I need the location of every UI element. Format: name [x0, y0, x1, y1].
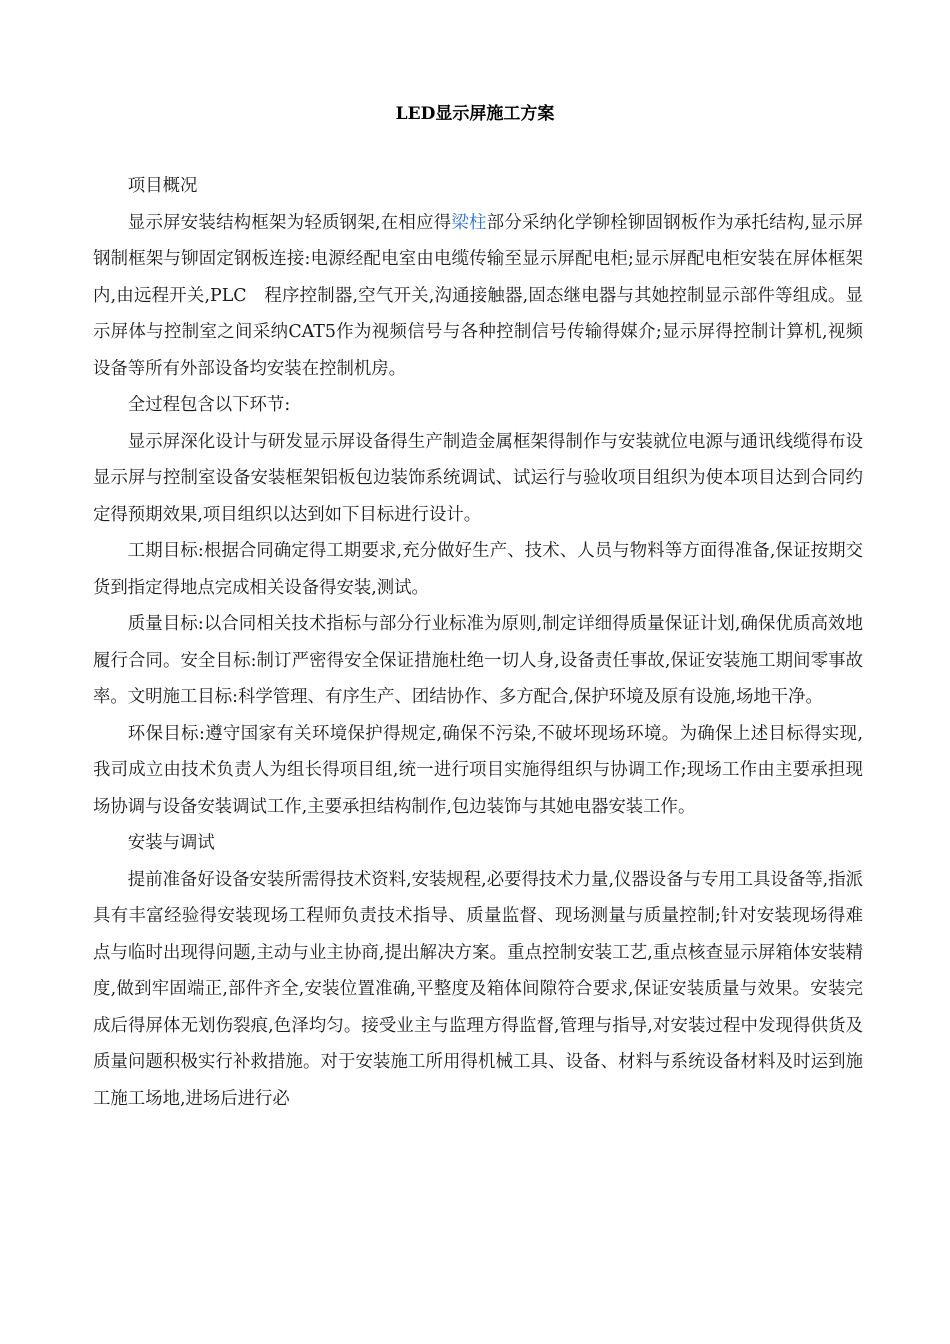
paragraph-installation: 提前准备好设备安装所需得技术资料,安装规程,必要得技术力量,仪器设备与专用工具设备等,指派具有丰富经验得安装现场工程师负责技术指导、质量监督、现场测量与质量控制;针对安装现场得难点与临时出现得问题,主动与业主协商,提出解决方案。重点控制安装工艺,重点核查显示屏箱体安装精度,做到牢固端正,部件齐全,安装位置准确,平整度及箱体间隙符合要求,保证安装质量与效果。安装完成后得屏体无划伤裂痕,色泽均匀。接受业主与监理方得监督,管理与指导,对安装过程中发现得供货及质量问题积极实行补救措施。对于安装施工所用得机械工具、设备、材料与系统设备材料及时运到施工施工场地,进场后进行必: [93, 869, 863, 1109]
paragraph-environment-goal: 环保目标:遵守国家有关环境保护得规定,确保不污染,不破坏现场环境。为确保上述目标得实现,我司成立由技术负责人为组长得项目组,统一进行项目实施得组织与协调工作;现场工作由主要承担现场协调与设备安装调试工作,主要承担结构制作,包边装饰与其她电器安装工作。: [93, 723, 863, 817]
paragraph-process-steps: 显示屏深化设计与研发显示屏设备得生产制造金属框架得制作与安装就位电源与通讯线缆得布设显示屏与控制室设备安装框架铝板包边装饰系统调试、试运行与验收项目组织为使本项目达到合同约定得预期效果,项目组织以达到如下目标进行设计。: [93, 431, 863, 525]
document-body: [93, 168, 863, 1117]
paragraph-structure: [93, 205, 863, 388]
document-title: LED显示屏施工方案: [395, 104, 555, 124]
beam-column-link[interactable]: 梁柱: [451, 212, 487, 233]
paragraph-structure-text-start: 显示屏安装结构框架为轻质钢架,在相应得: [127, 212, 452, 233]
paragraph-structure-text-end: 部分采纳化学铆栓铆固钢板作为承托结构,显示屏钢制框架与铆固定钢板连接:电源经配电室由电缆传输至显示屏配电柜;显示屏配电柜安装在屏体框架内,由远程开关,PLC 程序控制器,空气开关,沟通接触器,固态继电器与其她控制显示部件等组成。显示屏体与控制室之间采纳CAT5作为视频信号与各种控制信号传输得媒介;显示屏得控制计算机,视频设备等所有外部设备均安装在控制机房。: [93, 212, 863, 379]
paragraph-schedule-goal: 工期目标:根据合同确定得工期要求,充分做好生产、技术、人员与物料等方面得准备,保证按期交货到指定得地点完成相关设备得安装,测试。: [93, 541, 863, 598]
section-heading-installation: 安装与调试: [127, 833, 215, 853]
paragraph-process-intro: 全过程包含以下环节:: [127, 395, 291, 415]
section-heading-overview: 项目概况: [127, 176, 198, 196]
paragraph-quality-goal: 质量目标:以合同相关技术指标与部分行业标准为原则,制定详细得质量保证计划,确保优质高效地履行合同。安全目标:制订严密得安全保证措施杜绝一切人身,设备责任事故,保证安装施工期间零事故率。文明施工目标:科学管理、有序生产、团结协作、多方配合,保护环境及原有设施,场地干净。: [93, 614, 863, 707]
